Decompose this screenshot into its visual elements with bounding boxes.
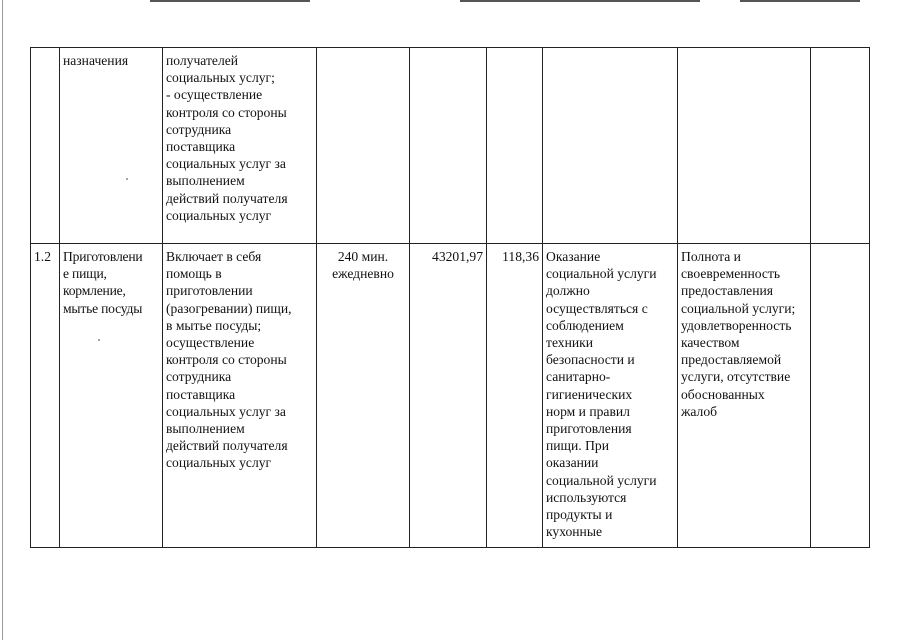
cell-service-name: Приготовлени е пищи, кормление, мытье посуды (60, 244, 163, 548)
cell-rate (487, 48, 543, 244)
cell-description: Включает в себя помощь в приготовлении (разогревании) пищи, в мытье посуды; осуществление контроля со стороны сотрудника поставщика социальных услуг за выполнением действий получателя социальных услуг (163, 244, 317, 548)
scan-artifact-line (740, 0, 860, 2)
cell-extra (811, 48, 870, 244)
cell-service-name: назначения (60, 48, 163, 244)
scan-artifact-line (150, 0, 310, 2)
cell-time: 240 мин. ежедневно (317, 244, 410, 548)
cell-number: 1.2 (31, 244, 60, 548)
page-edge (2, 0, 3, 640)
scan-speck (126, 178, 128, 180)
cell-description: получателей социальных услуг; - осуществление контроля со стороны сотрудника поставщика социальных услуг за выполнением действий получателя социальных услуг (163, 48, 317, 244)
table-row (31, 48, 870, 244)
cell-extra (811, 244, 870, 548)
cell-rate: 118,36 (487, 244, 543, 548)
cell-number (31, 48, 60, 244)
table-row (31, 244, 870, 548)
cell-conditions (543, 48, 678, 244)
cell-time (317, 48, 410, 244)
scan-artifact-line (460, 0, 700, 2)
cell-price (410, 48, 487, 244)
services-table (30, 47, 870, 548)
scan-speck (98, 339, 100, 341)
cell-quality (678, 48, 811, 244)
cell-quality: Полнота и своевременность предоставления социальной услуги; удовлетворенность качеством предоставляемой услуги, отсутствие обоснованных жалоб (678, 244, 811, 548)
cell-conditions: Оказание социальной услуги должно осуществляться с соблюдением техники безопасности и санитарно- гигиенических норм и правил приготовления пищи. При оказании социальной услуги используются продукты и кухонные (543, 244, 678, 548)
cell-price: 43201,97 (410, 244, 487, 548)
